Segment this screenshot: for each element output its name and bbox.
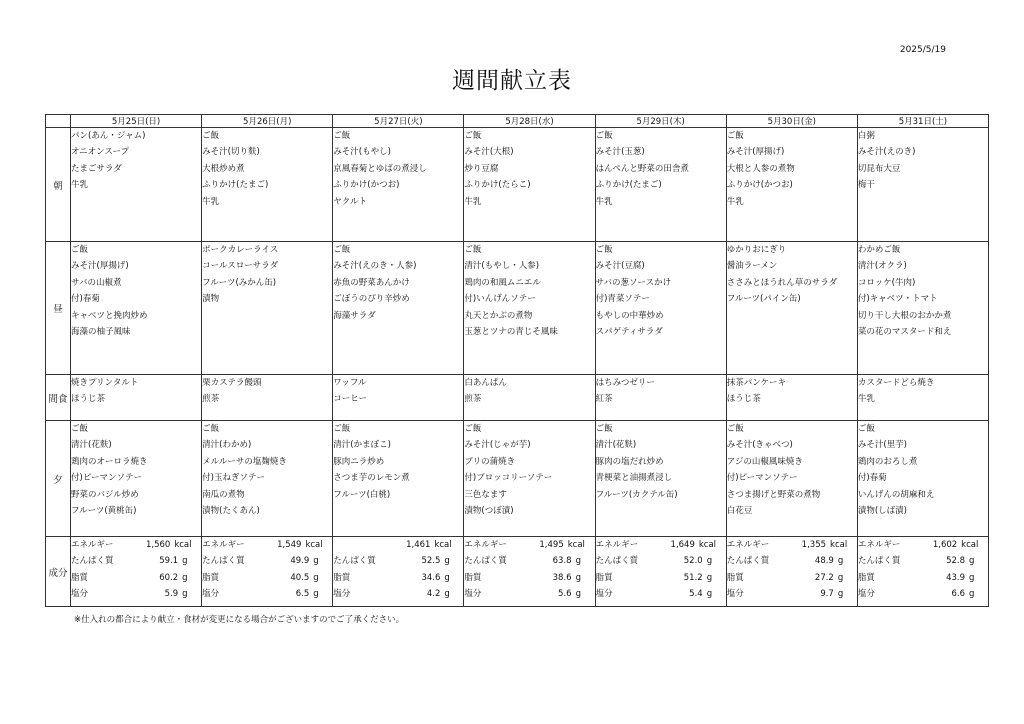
menu-cell [202,421,333,537]
nutrition-cell [202,537,333,607]
nutrient-value: 1,495 [539,540,564,550]
menu-item: 牛乳 [464,196,482,207]
menu-item: みそ汁(厚揚げ) [71,261,129,272]
menu-item: 清汁(オクラ) [857,261,907,272]
nutrient-unit: g [444,556,450,567]
nutrient-value: 5.6 [558,589,572,600]
nutrient-name: エネルギー [857,540,901,550]
menu-item: 野菜のバジル炒め [71,489,139,500]
nutrient-unit: g [969,556,975,567]
header-row [46,115,989,128]
menu-item: ごぼうのぴり辛炒め [333,294,410,305]
nutrient-name: エネルギー [71,540,114,550]
menu-item: ふりかけ(かつお) [333,180,400,191]
menu-item: 牛乳 [595,196,613,207]
menu-item: はんぺんと野菜の田舎煮 [595,163,689,174]
nutrient-name: 脂質 [71,572,89,583]
nutrient-value: 6.5 [295,589,310,600]
nutrient-unit: g [575,589,581,600]
nutrition-line [596,537,723,553]
nutrient-unit: g [575,556,581,567]
nutrient-unit: g [182,556,188,567]
menu-item: 南瓜の煮物 [202,489,245,500]
menu-cell [857,242,988,375]
menu-item: 漬物(しば漬) [857,505,907,516]
menu-item: ご飯 [464,245,482,255]
nutrient-unit: g [444,589,450,600]
menu-item: アジの山椒風味焼き [726,456,803,467]
menu-item: 漬物(たくあん) [202,505,260,516]
menu-cell [464,242,595,375]
menu-item: 付)ブロッコリーソテー [464,473,553,484]
day-header: 5月27日(火) [333,115,464,128]
nutrient-unit: g [837,572,844,583]
nutrition-cell [857,537,988,607]
day-header: 5月30日(金) [726,115,857,128]
nutrient-unit: g [837,589,844,600]
nutrient-name: 脂質 [333,572,351,583]
day-header: 5月28日(水) [464,115,595,128]
menu-item: 清汁(花麩) [71,440,112,451]
menu-cell [202,128,333,242]
menu-item: ご飯 [333,424,351,434]
nutrient-unit: g [837,556,844,567]
menu-item: 煎茶 [202,394,220,405]
nutrient-unit: g [969,589,975,600]
menu-item: 付)いんげんソテー [464,294,536,305]
menu-item: キャベツと挽肉炒め [71,310,148,321]
menu-item: ご飯 [464,131,482,141]
menu-cell [595,242,726,375]
nutrient-name: エネルギー [595,540,639,550]
nutrition-line [727,553,854,569]
menu-item: 栗カステラ饅頭 [202,378,262,388]
menu-item: みそ汁(もやし) [333,147,391,158]
nutrition-line [71,586,198,602]
meal-row-snack [46,375,989,421]
menu-item: 清汁(わかめ) [202,440,252,451]
nutrition-line [464,553,591,569]
nutrient-name: 脂質 [464,572,482,583]
menu-item: みそ汁(切り麩) [202,147,260,158]
nutrient-name: たんぱく質 [202,556,245,567]
menu-item: フルーツ(カクテル缶) [595,489,678,500]
menu-item: さつま芋のレモン煮 [333,473,410,484]
menu-item: ご飯 [71,245,89,255]
nutrition-line [858,553,985,569]
menu-item: 紅茶 [595,394,613,405]
menu-item: 付)青菜ソテー [595,294,650,305]
nutrient-name: 塩分 [726,589,744,600]
meal-label: 間食 [46,375,71,421]
corner-cell [46,115,71,128]
nutrition-line [71,570,198,586]
nutrition-line [727,570,854,586]
menu-item: 玉葱とツナの青じそ風味 [464,326,558,337]
nutrient-value: 1,355 [801,540,827,550]
menu-item: スパゲティサラダ [595,326,663,337]
footnote: ※仕入れの都合により献立・食材が変更になる場合がございますのでご了承ください。 [74,615,405,625]
nutrient-value: 6.6 [951,589,965,600]
nutrition-line [202,570,329,586]
menu-item: 牛乳 [71,180,89,191]
menu-item: 赤魚の野菜あんかけ [333,277,410,288]
menu-item: 丸天とかぶの煮物 [464,310,533,321]
nutrient-value: 1,549 [277,540,302,550]
nutrient-name: 塩分 [464,589,482,600]
nutrient-value: 5.9 [164,589,179,600]
menu-cell [202,242,333,375]
nutrition-line [202,537,329,553]
nutrient-name: たんぱく質 [333,556,376,567]
nutrition-line [464,586,591,602]
document-date: 2025/5/19 [899,45,946,55]
nutrient-value: 52.0 [683,556,703,567]
menu-item: 抹茶パンケーキ [726,378,787,388]
menu-item: ご飯 [202,424,220,434]
menu-item: さつま揚げと野菜の煮物 [726,489,821,500]
nutrition-line [858,586,985,602]
menu-item: 梅干 [857,180,875,191]
menu-item: 付)春菊 [857,473,887,484]
menu-cell [595,128,726,242]
menu-item: 京風春菊とゆばの煮浸し [333,163,427,174]
menu-item: 鶏肉のオーロラ焼き [71,456,148,467]
menu-item: 煎茶 [464,394,482,405]
nutrient-unit: g [313,589,319,600]
menu-item: ご飯 [726,131,744,141]
menu-item: ポークカレーライス [202,245,279,255]
menu-item: オニオンスープ [71,147,130,158]
nutrition-line [727,537,854,553]
menu-item: たまごサラダ [71,163,122,174]
menu-item: 切り干し大根のおかか煮 [857,310,952,321]
nutrient-name: 脂質 [726,572,744,583]
menu-item: みそ汁(里芋) [857,440,907,451]
menu-item: ふりかけ(たまご) [202,180,269,191]
nutrient-value: 4.2 [426,589,441,600]
menu-item: 漬物 [202,294,220,305]
menu-cell [202,375,333,421]
nutrition-line [596,570,723,586]
menu-item: 付)ピーマンソテー [726,473,798,484]
nutrient-value: 51.2 [683,572,703,583]
menu-item: フルーツ(パイン缶) [726,294,801,305]
nutrient-value: 1,602 [932,540,958,550]
menu-cell [71,128,202,242]
menu-item: ご飯 [464,424,482,434]
meal-label: 昼 [46,242,71,375]
menu-item: 牛乳 [202,196,220,207]
menu-item: ご飯 [595,245,613,255]
menu-item: 白あんぱん [464,378,507,388]
menu-item: ご飯 [595,131,613,141]
menu-item: コールスローサラダ [202,261,279,272]
nutrient-value: 1,461 [406,540,431,550]
nutrient-value: 43.9 [946,572,965,583]
nutrient-name: 脂質 [202,572,220,583]
menu-item: 豚肉の塩だれ炒め [595,456,664,467]
menu-item: もやしの中華炒め [595,310,664,321]
nutrient-unit: kcal [305,540,323,550]
nutrient-value: 5.4 [689,589,703,600]
nutrition-line [71,553,198,569]
menu-cell [857,128,988,242]
menu-item: メルルーサの塩麹焼き [202,456,287,467]
menu-item: フルーツ(黄桃缶) [71,505,137,516]
menu-item: 大根炒め煮 [202,163,245,174]
menu-item: 豚肉ニラ炒め [333,456,385,467]
weekly-menu-table [45,114,989,607]
nutrition-line [596,553,723,569]
menu-item: 清汁(もやし・人参) [464,261,540,272]
menu-item: 醤油ラーメン [726,261,778,272]
menu-item: 海藻サラダ [333,310,376,321]
nutrient-unit: g [182,589,188,600]
menu-item: 焼きプリンタルト [71,378,139,388]
nutrient-name: エネルギー [464,540,507,550]
nutrition-row [46,537,989,607]
meal-row-lunch [46,242,989,375]
menu-item: ご飯 [595,424,613,434]
meal-row-breakfast [46,128,989,242]
menu-item: コロッケ(牛肉) [857,277,916,288]
meal-label: 朝 [46,128,71,242]
menu-item: ご飯 [202,131,220,141]
nutrition-cell [464,537,595,607]
menu-item: パン(あん・ジャム) [71,131,146,141]
menu-item: ワッフル [333,378,367,388]
menu-item: 付)春菊 [71,294,100,305]
menu-item: ゆかりおにぎり [726,245,787,255]
nutrition-line [858,537,985,553]
nutrient-name: 塩分 [202,589,220,600]
menu-item: 大根と人参の煮物 [726,163,795,174]
menu-item: いんげんの胡麻和え [857,489,935,500]
menu-item: みそ汁(厚揚げ) [726,147,785,158]
menu-item: はちみつゼリー [595,378,655,388]
menu-item: カスタードどら焼き [857,378,935,388]
menu-item: 海藻の柚子風味 [71,326,131,337]
nutrient-name: 脂質 [857,572,875,583]
nutrition-cell [71,537,202,607]
menu-cell [333,375,464,421]
menu-item: ほうじ茶 [726,394,761,405]
menu-item: 清汁(かまぼこ) [333,440,391,451]
menu-item: ご飯 [333,131,351,141]
nutrient-name: たんぱく質 [857,556,901,567]
menu-item: サバの葱ソースかけ [595,277,672,288]
nutrient-value: 49.9 [290,556,310,567]
menu-cell [595,421,726,537]
nutrient-unit: g [575,572,581,583]
nutrient-name: 脂質 [595,572,613,583]
nutrient-name [333,537,368,553]
menu-cell [857,421,988,537]
nutrition-line [202,553,329,569]
menu-item: 牛乳 [857,394,875,405]
menu-item: 付)玉ねぎソテー [202,473,265,484]
menu-item: サバの山椒煮 [71,277,122,288]
menu-item: フルーツ(みかん缶) [202,277,277,288]
nutrient-unit: g [444,572,450,583]
menu-item: ご飯 [857,424,875,434]
nutrient-value: 63.8 [552,556,572,567]
menu-item: みそ汁(えのき) [857,147,916,158]
menu-item: みそ汁(豆腐) [595,261,645,272]
menu-item: 牛乳 [726,196,744,207]
menu-item: 切昆布大豆 [857,163,901,174]
menu-item: わかめご飯 [857,245,901,255]
nutrient-value: 1,649 [670,540,695,550]
menu-cell [333,242,464,375]
nutrient-unit: kcal [567,540,585,550]
menu-cell [726,128,857,242]
nutrient-unit: kcal [961,540,979,550]
nutrient-name: たんぱく質 [464,556,507,567]
day-header: 5月25日(日) [71,115,202,128]
day-header: 5月31日(土) [857,115,988,128]
menu-item: 鶏肉のおろし煮 [857,456,918,467]
nutrition-line [333,537,460,553]
nutrition-line [202,586,329,602]
nutrient-unit: g [706,572,713,583]
menu-item: 付)キャベツ・トマト [857,294,938,305]
nutrient-value: 9.7 [820,589,834,600]
day-header: 5月29日(木) [595,115,726,128]
nutrient-value: 34.6 [421,572,441,583]
nutrient-value: 59.1 [159,556,179,567]
nutrient-value: 38.6 [552,572,572,583]
nutrient-unit: kcal [434,540,452,550]
menu-cell [595,375,726,421]
menu-item: ふりかけ(たらこ) [464,180,531,191]
nutrient-name: 塩分 [71,589,89,600]
menu-cell [71,242,202,375]
menu-item: 三色なます [464,489,507,500]
menu-item: ご飯 [333,245,351,255]
nutrition-line [464,537,591,553]
nutrient-value: 52.5 [421,556,441,567]
menu-item: 白花豆 [726,505,753,516]
menu-item: みそ汁(きゃべつ) [726,440,793,451]
menu-item: みそ汁(大根) [464,147,514,158]
nutrient-value: 1,560 [145,540,171,550]
menu-cell [857,375,988,421]
menu-cell [464,128,595,242]
nutrition-line [333,553,460,569]
nutrient-value: 52.8 [946,556,965,567]
nutrient-unit: g [706,556,713,567]
menu-item: 白粥 [857,131,875,141]
nutrition-cell [333,537,464,607]
nutrition-line [71,537,198,553]
nutrition-cell [595,537,726,607]
nutrient-unit: g [313,556,319,567]
nutrient-name: 塩分 [595,589,613,600]
nutrient-name: 塩分 [857,589,875,600]
menu-item: ふりかけ(かつお) [726,180,793,191]
nutrient-unit: g [969,572,975,583]
nutrition-line [858,570,985,586]
nutrient-name: エネルギー [202,540,245,550]
nutrient-value: 60.2 [159,572,179,583]
menu-cell [71,375,202,421]
menu-item: みそ汁(えのき・人参) [333,261,417,272]
nutrition-line [464,570,591,586]
menu-item: ささみとほうれん草のサラダ [726,277,838,288]
menu-cell [333,421,464,537]
nutrient-name: エネルギー [726,540,770,550]
nutrition-line [596,586,723,602]
nutrient-unit: g [182,572,188,583]
menu-cell [464,421,595,537]
menu-item: 青梗菜と油揚煮浸し [595,473,673,484]
nutrient-unit: kcal [830,540,848,550]
page-title: 週間献立表 [452,68,572,94]
menu-item: 付)ピーマンソテー [71,473,142,484]
menu-item: フルーツ(白桃) [333,489,391,500]
nutrient-value: 27.2 [814,572,834,583]
menu-item: ご飯 [71,424,89,434]
menu-item: 炒り豆腐 [464,163,499,174]
nutrition-label: 成分 [46,537,71,607]
nutrient-unit: g [313,572,319,583]
menu-cell [333,128,464,242]
menu-cell [71,421,202,537]
nutrient-name: たんぱく質 [71,556,114,567]
menu-cell [726,421,857,537]
menu-item: コーヒー [333,394,367,405]
nutrient-value: 40.5 [290,572,310,583]
menu-cell [726,242,857,375]
menu-item: みそ汁(玉葱) [595,147,645,158]
menu-item: ヤクルト [333,196,368,207]
nutrient-name: たんぱく質 [595,556,639,567]
nutrition-cell [726,537,857,607]
menu-item: 鶏肉の和風ムニエル [464,277,541,288]
nutrient-name: たんぱく質 [726,556,770,567]
nutrition-line [333,586,460,602]
menu-cell [726,375,857,421]
nutrient-unit: kcal [698,540,717,550]
menu-item: ブリの蒲焼き [464,456,516,467]
menu-item: みそ汁(じゃが芋) [464,440,531,451]
day-header: 5月26日(月) [202,115,333,128]
menu-item: 漬物(つぼ漬) [464,505,514,516]
meal-row-dinner [46,421,989,537]
menu-item: ほうじ茶 [71,394,106,405]
menu-item: ふりかけ(たまご) [595,180,662,191]
menu-cell [464,375,595,421]
menu-item: ご飯 [726,424,744,434]
nutrient-value: 48.9 [814,556,834,567]
menu-item: 清汁(花麩) [595,440,637,451]
menu-item: 菜の花のマスタード和え [857,326,952,337]
meal-label: 夕 [46,421,71,537]
nutrient-unit: g [706,589,713,600]
nutrient-name: 塩分 [333,589,351,600]
nutrient-unit: kcal [174,540,192,550]
nutrition-line [333,570,460,586]
nutrition-line [727,586,854,602]
